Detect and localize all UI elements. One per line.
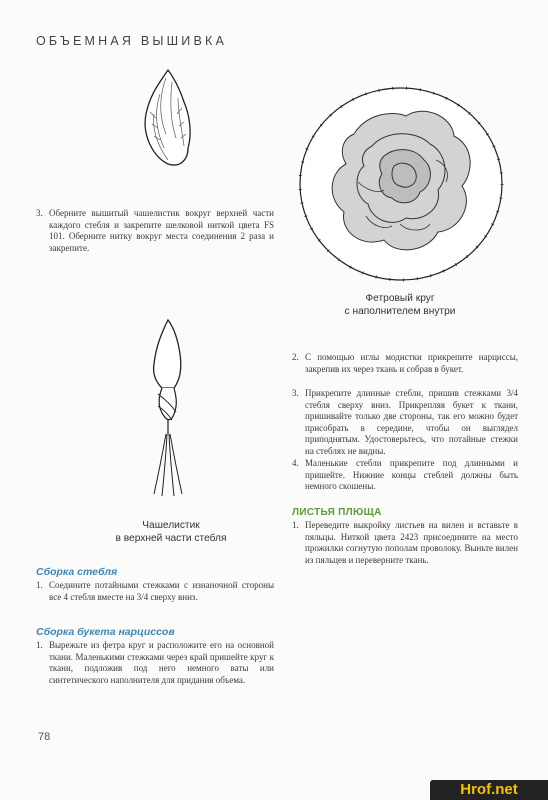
page-number: 78 — [38, 731, 51, 743]
felt-circle-illustration — [296, 86, 506, 286]
step-3-right: 3. Прикрепите длинные стебли, пришив стежками 3/4 стебля сверху вниз. Прикрепляя букет к ткани, пришивайте только две стороны, так его можно будет присобрать в середине, чтобы он выглядел приподнятым. Удостоверьтесь, что потайные стежки на стеблях не видны. — [292, 388, 518, 456]
stem-assembly-heading: Сборка стебля — [36, 566, 118, 578]
felt-circle-caption-line1: Фетровый круг — [365, 293, 435, 304]
step-3-left: 3. Оберните вышитый чашелистик вокруг верхней части каждого стебля и закрепите шелковой ниткой цвета FS 101. Оберните нитку вокруг места соединения 2 раза и закрепите. — [36, 208, 274, 253]
felt-circle-caption — [320, 292, 480, 318]
step-2-right: 2. С помощью иглы модистки прикрепите нарциссы, закрепив их через ткань и собрав в букет. — [292, 352, 518, 374]
ivy-step-1: 1. Переведите выкройку листьев на вилен и вставьте в пяльцы. Ниткой цвета 2423 присоедините на место прожилки согнутую пополам проволоку. Выньте вилен из пяльцев и переверните ткань. — [292, 520, 518, 565]
step-4-right: 4. Маленькие стебли прикрепите под длинными и пришейте. Нижние концы стеблей должны быть немного скошены. — [292, 458, 518, 492]
ivy-leaves-heading: ЛИСТЬЯ ПЛЮЩА — [292, 507, 382, 518]
bouquet-assembly-heading: Сборка букета нарциссов — [36, 626, 175, 638]
stem-assembly-step-1: 1. Соедините потайными стежками с изнаночной стороны все 4 стебля вместе на 3/4 сверху вниз. — [36, 580, 274, 602]
felt-circle-caption-line2: с наполнителем внутри — [344, 306, 456, 317]
sepal-on-stem-illustration — [128, 316, 208, 500]
sepal-caption-line1: Чашелистик — [142, 520, 200, 531]
sepal-petal-illustration — [130, 64, 210, 174]
running-head: ОБЪЕМНАЯ ВЫШИВКА — [36, 34, 228, 48]
sepal-caption — [96, 519, 246, 545]
bouquet-assembly-step-1: 1. Вырежьте из фетра круг и расположите его на основной ткани. Маленькими стежками через край пришейте круг к ткани, подложив под него немного ваты или синтетического наполнителя для придания объема. — [36, 640, 274, 685]
watermark-logo: Hrof.net — [430, 780, 548, 800]
sepal-caption-line2: в верхней части стебля — [115, 533, 227, 544]
